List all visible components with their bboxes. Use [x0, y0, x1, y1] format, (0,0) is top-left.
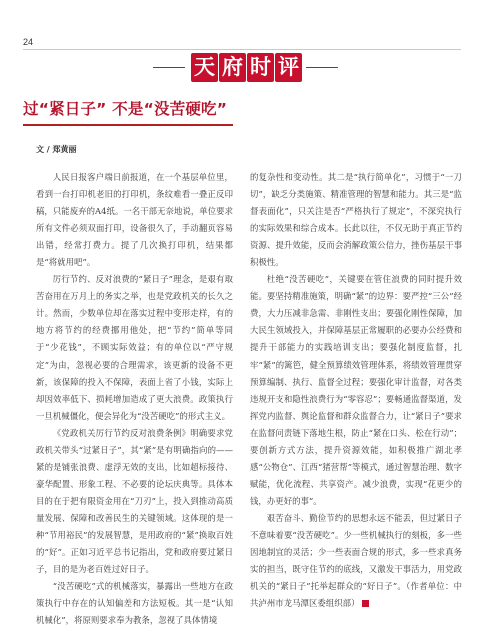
- column-title-char: 时: [247, 53, 274, 82]
- closing-text: 艰苦奋斗、勤俭节约的思想永远不能丢，但过紧日子不意味着要“没苦硬吃”。少一些机械执行的刻板，多一些因地制宜的灵活；少一些表面合规的形式，多一些求真务实的担当，既守住节约的底线，又激发干事活力，用党政机关的“紧日子”托举起群众的“好日子”。（作者单位：中共泸州市龙马潭区委组织部）: [250, 512, 462, 609]
- headline-rule: [23, 124, 233, 126]
- title-ornament-left: [153, 67, 185, 68]
- page-number: 24: [23, 37, 34, 47]
- title-ornament-right: [306, 67, 338, 68]
- body-paragraph: 的复杂性和变动性。其二是“执行简单化”，习惯于“一刀切”，缺乏分类施策、精准管理的智慧和能力。其三是“监督表面化”，只关注是否“严格执行了规定”，不深究执行的实际效果和综合成本。长此以往，不仅无助于真正节约资源、提升效能，反而会消解政策公信力，挫伤基层干事积极性。: [250, 172, 462, 268]
- article-column-right: [250, 169, 462, 612]
- body-paragraph: “没苦硬吃”式的机械落实，暴露出一些地方在政策执行中存在的认知偏差和方法短板。其一是“认知机械化”，将原则要求奉为教条，忽视了具体情境: [36, 581, 233, 626]
- body-paragraph: 杜绝“没苦硬吃”，关键要在管住浪费的同时提升效能。要坚持精准施策，明确“紧”的边界：要严控“三公”经费，大力压减非急需、非刚性支出；要强化刚性保障，加大民生领域投入，并保障基层正常履职的必要办公经费和提升干部能力的实践培训支出；要强化制度监督，扎牢“紧”的篱笆，健全预算绩效管理体系，将绩效管理贯穿预算编制、执行、监督全过程；要强化审计监督，对各类违规开支和隐性浪费行为“零容忍”；要畅通监督渠道，发挥党内监督、舆论监督和群众监督合力，让“紧日子”要求在监督问责链下落地生根，防止“紧在口头、松在行动”；要创新方式方法，提升资源效能，如积极推广湖北孝感“公物仓”、江西“猪营帮”等模式，通过智慧治理、数字赋能，优化流程、共享资产。减少浪费，实现“花更少的钱，办更好的事”。: [250, 274, 462, 506]
- column-title-char: 府: [219, 53, 246, 82]
- column-title-char: 评: [275, 53, 302, 82]
- end-mark-icon: ▣: [362, 600, 369, 607]
- body-paragraph: 厉行节约、反对浪费的“紧日子”理念，是艰有取苦奋用在万月上的务实之举，也是党政机关的长久之计。然而，少数单位却在落实过程中变形走样，有的地方将节约的经费挪用他处，把“节约”简单等同于“少花钱”，不顾实际效益；有的单位以“严守规定”为由，忽视必要的合理需求，该更新的设备不更新，该保障的投入不保障，表面上省了小钱，实际上却因效率低下、损耗增加造成了更大浪费。政策执行一旦机械僵化，便会异化为“没苦硬吃”的形式主义。: [36, 274, 233, 421]
- article-headline: 过“紧日子” 不是“没苦硬吃”: [23, 100, 228, 118]
- article-byline: 文 / 郑黄丽: [36, 145, 77, 154]
- column-title-char: 天: [191, 53, 218, 82]
- header-rule: [23, 49, 461, 50]
- body-paragraph: [250, 510, 462, 612]
- body-paragraph: 人民日报客户端日前报道，在一个基层单位里，看到一台打印机老旧的打印机，条纹难看一叠正反印稿，只能废弃的A4纸。一名干部无奈地说，单位要求所有文件必须双面打印，设备很久了，手动翻页容易出错，经常打费力。提了几次换打印机，结果都是“将就用吧”。: [36, 172, 233, 268]
- article-column-left: [36, 169, 233, 629]
- body-paragraph: 《党政机关厉行节约反对浪费条例》明确要求党政机关带头“过紧日子”，其“紧”是有明确指向的——紧的是铺张浪费、虚浮无效的支出，比如超标接待、豪华配置、形象工程、不必要的论坛庆典等。具体本目的在于把有限资金用在“刀刃”上，投入到推动高质量发展、保障和改善民生的关键领域。这体现的是一种“节用裕民”的发展智慧，是用政府的“紧”换取百姓的“好”。正如习近平总书记指出，党和政府要过紧日子，目的是为老百姓过好日子。: [36, 427, 233, 575]
- column-title: [191, 53, 302, 82]
